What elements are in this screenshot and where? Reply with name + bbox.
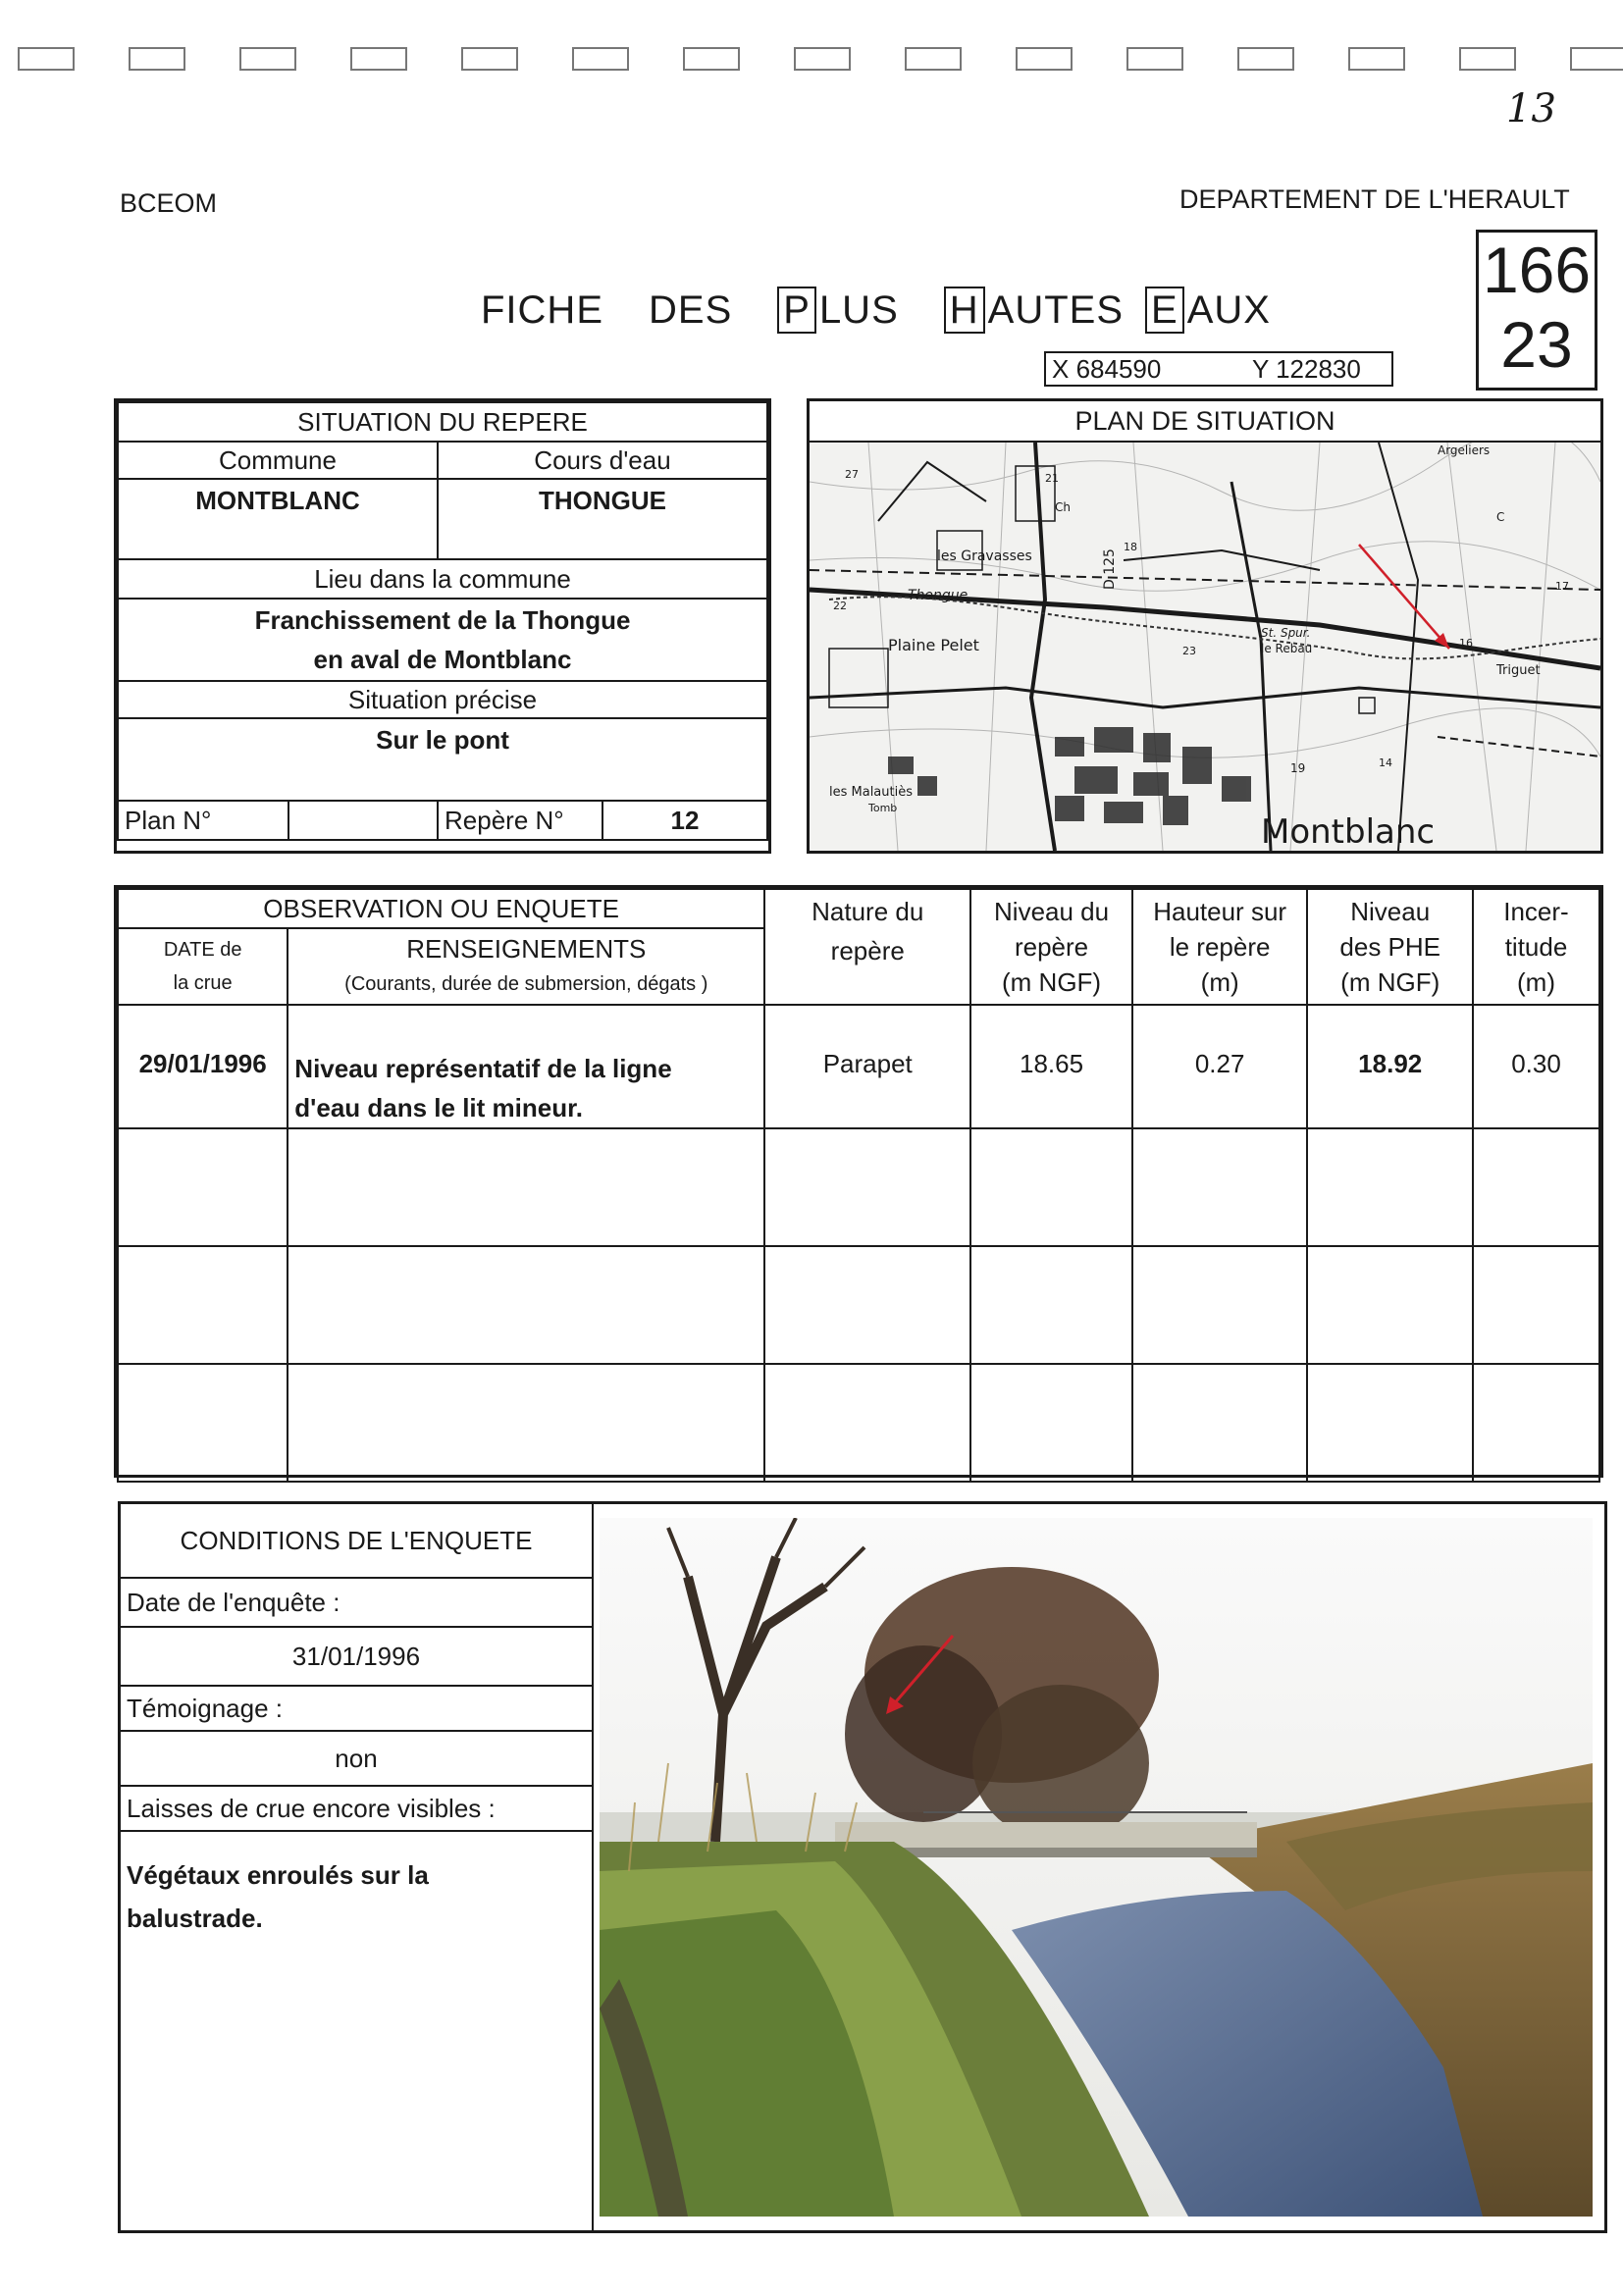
title-word-lus: LUS: [818, 287, 899, 332]
coord-x: X 684590: [1052, 354, 1162, 384]
map-label: Tomb: [868, 802, 898, 814]
title-letter-p: P: [777, 287, 816, 334]
row-renseignements-line: d'eau dans le lit mineur.: [294, 1093, 584, 1122]
map-label: Thongue: [908, 588, 969, 603]
punch-hole: [572, 47, 629, 71]
punch-hole: [794, 47, 851, 71]
map-label: Montblanc: [1261, 812, 1436, 851]
observation-title: OBSERVATION OU ENQUETE: [118, 889, 764, 928]
col-date-line: la crue: [173, 972, 233, 994]
fiche-number-top: 166: [1482, 234, 1592, 306]
repere-label: Repère N°: [438, 801, 602, 840]
map-title: PLAN DE SITUATION: [810, 401, 1600, 443]
coord-y: Y 122830: [1252, 354, 1361, 384]
col-niveau-phe-line: Niveau: [1350, 897, 1431, 926]
table-row: [118, 1005, 1599, 1128]
col-niveau-phe: [1307, 889, 1473, 1005]
document-title: [481, 287, 1271, 334]
col-niveau-repere-line: (m NGF): [1002, 967, 1102, 997]
punch-hole: [1126, 47, 1183, 71]
col-incertitude: [1473, 889, 1599, 1005]
title-word-fiche: FICHE: [481, 287, 603, 332]
lieu-label: Lieu dans la commune: [118, 559, 767, 599]
site-photo: [600, 1518, 1593, 2217]
col-hauteur-line: (m): [1200, 967, 1239, 997]
fiche-number-box: [1476, 230, 1597, 391]
punch-hole: [239, 47, 296, 71]
title-word-des: DES: [649, 287, 733, 332]
laisses-value-line: Végétaux enroulés sur la: [127, 1860, 429, 1890]
fiche-number-bottom: 23: [1500, 308, 1573, 381]
punch-hole: [350, 47, 407, 71]
col-renseignements-label: RENSEIGNEMENTS: [406, 934, 647, 964]
col-niveau-repere-line: Niveau du: [994, 897, 1110, 926]
map-label: St. Spur.: [1261, 626, 1311, 640]
map-label: le Rebau: [1261, 642, 1313, 655]
map-label: 21: [1045, 472, 1059, 485]
laisses-value-line: balustrade.: [127, 1904, 263, 1933]
page-number: 13: [1506, 86, 1556, 131]
col-incertitude-line: titude: [1504, 932, 1568, 962]
map-label: 16: [1459, 637, 1473, 650]
punch-hole: [461, 47, 518, 71]
map-label: les Malautiès: [829, 785, 913, 800]
table-row: [118, 1128, 1599, 1246]
cours-label: Cours d'eau: [438, 442, 767, 479]
enquete-date-value: 31/01/1996: [121, 1628, 592, 1687]
map-label: 27: [845, 468, 859, 481]
punch-hole: [905, 47, 962, 71]
lieu-value: [118, 599, 767, 681]
punch-hole: [683, 47, 740, 71]
title-word-aux: AUX: [1186, 287, 1271, 332]
row-hauteur: 0.27: [1132, 1005, 1308, 1128]
title-word-autes: AUTES: [987, 287, 1124, 332]
col-hauteur: [1132, 889, 1308, 1005]
map-label: 22: [833, 600, 847, 612]
col-niveau-repere: [970, 889, 1132, 1005]
col-incertitude-line: Incer-: [1503, 897, 1569, 926]
col-niveau-repere-line: repère: [1014, 932, 1089, 962]
situation-section: [114, 398, 771, 854]
repere-value: 12: [602, 801, 767, 840]
map-label: 17: [1555, 580, 1569, 593]
plan-value: [288, 801, 438, 840]
map-label: les Gravasses: [937, 548, 1032, 564]
row-niveau-repere: 18.65: [970, 1005, 1132, 1128]
observation-section: [114, 885, 1603, 1478]
col-hauteur-line: Hauteur sur: [1153, 897, 1287, 926]
table-row: [118, 1364, 1599, 1482]
col-renseignements: [288, 928, 764, 1005]
map-label: C: [1496, 510, 1505, 524]
commune-label: Commune: [118, 442, 438, 479]
conditions-panel: [121, 1504, 594, 2230]
map-label: Ch: [1055, 500, 1071, 514]
col-niveau-phe-line: (m NGF): [1340, 967, 1440, 997]
title-letter-h: H: [944, 287, 985, 334]
map-label: Argeliers: [1438, 444, 1491, 457]
conditions-section: [118, 1501, 1607, 2233]
map-label: Plaine Pelet: [888, 636, 979, 654]
observation-table: [117, 888, 1600, 1483]
punch-hole: [1237, 47, 1294, 71]
coordinates-box: [1044, 351, 1393, 387]
col-date-line: DATE de: [163, 939, 242, 961]
location-map: [810, 443, 1600, 851]
row-nature: Parapet: [764, 1005, 970, 1128]
col-date: [118, 928, 288, 1005]
punch-hole: [1459, 47, 1516, 71]
situation-title: SITUATION DU REPERE: [118, 402, 767, 442]
conditions-title: CONDITIONS DE L'ENQUETE: [121, 1504, 592, 1579]
map-label: 14: [1379, 757, 1392, 769]
map-label: 18: [1124, 541, 1137, 553]
cours-value: THONGUE: [438, 479, 767, 559]
enquete-date-label: Date de l'enquête :: [121, 1579, 592, 1628]
table-row: [118, 1246, 1599, 1364]
col-nature-line: Nature du: [812, 897, 924, 926]
temoignage-label: Témoignage :: [121, 1687, 592, 1732]
map-section: [807, 398, 1603, 854]
punch-hole: [18, 47, 75, 71]
punch-hole: [129, 47, 185, 71]
punch-hole: [1348, 47, 1405, 71]
laisses-label: Laisses de crue encore visibles :: [121, 1787, 592, 1832]
col-renseignements-sub: (Courants, durée de submersion, dégats ): [344, 973, 708, 995]
punch-hole: [1016, 47, 1073, 71]
department-name: DEPARTEMENT DE L'HERAULT: [1179, 184, 1570, 214]
row-incertitude: 0.30: [1473, 1005, 1599, 1128]
row-niveau-phe: 18.92: [1307, 1005, 1473, 1128]
precise-value: Sur le pont: [118, 718, 767, 801]
map-label: Triguet: [1496, 663, 1541, 678]
map-label: 23: [1182, 645, 1196, 657]
punch-hole: [1570, 47, 1623, 71]
row-renseignements: [288, 1005, 764, 1128]
col-incertitude-line: (m): [1517, 967, 1555, 997]
precise-label: Situation précise: [118, 681, 767, 718]
org-name: BCEOM: [120, 188, 218, 218]
row-renseignements-line: Niveau représentatif de la ligne: [294, 1054, 672, 1083]
lieu-line-2: en aval de Montblanc: [313, 645, 572, 674]
situation-table: [117, 401, 768, 841]
lieu-line-1: Franchissement de la Thongue: [254, 605, 631, 635]
map-label: D 125: [1102, 548, 1118, 590]
col-hauteur-line: le repère: [1169, 932, 1271, 962]
row-date: 29/01/1996: [118, 1005, 288, 1128]
laisses-value: [127, 1853, 429, 1940]
temoignage-value: non: [121, 1732, 592, 1787]
col-nature-line: repère: [830, 936, 905, 965]
col-niveau-phe-line: des PHE: [1339, 932, 1441, 962]
plan-label: Plan N°: [118, 801, 288, 840]
map-label: 19: [1290, 761, 1306, 775]
col-nature: [764, 889, 970, 1005]
title-letter-e: E: [1145, 287, 1184, 334]
commune-value: MONTBLANC: [118, 479, 438, 559]
